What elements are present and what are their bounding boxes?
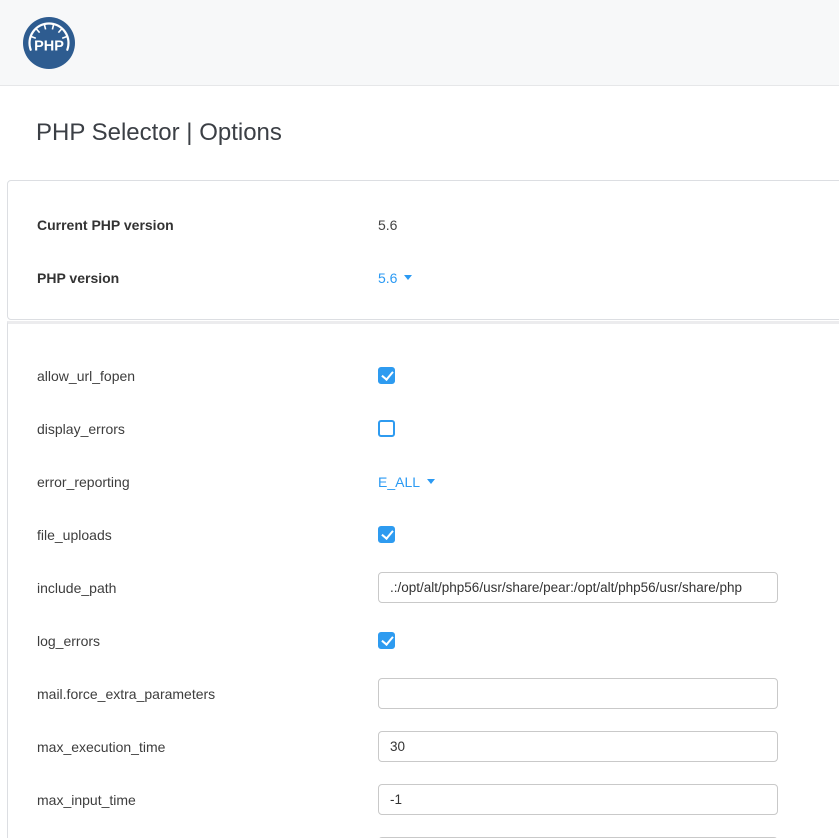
option-row-mail-force-extra-parameters bbox=[8, 667, 839, 720]
php-options-panel bbox=[7, 321, 839, 838]
file-uploads-checkbox[interactable] bbox=[378, 526, 395, 543]
option-row-partial bbox=[8, 826, 839, 838]
option-row-file-uploads bbox=[8, 508, 839, 561]
option-label: display_errors bbox=[37, 420, 125, 437]
allow-url-fopen-checkbox[interactable] bbox=[378, 367, 395, 384]
option-label: include_path bbox=[37, 579, 117, 596]
error-reporting-dropdown[interactable] bbox=[378, 474, 435, 490]
top-navbar bbox=[0, 0, 839, 86]
log-errors-checkbox[interactable] bbox=[378, 632, 395, 649]
option-row-max-execution-time bbox=[8, 720, 839, 773]
option-label: mail.force_extra_parameters bbox=[37, 685, 216, 702]
php-version-row bbox=[8, 251, 839, 304]
display-errors-checkbox[interactable] bbox=[378, 420, 395, 437]
error-reporting-selected: E_ALL bbox=[378, 473, 421, 490]
option-row-include-path bbox=[8, 561, 839, 614]
php-version-label: PHP version bbox=[37, 269, 120, 286]
page-title: PHP Selector | Options bbox=[36, 119, 282, 146]
mail-force-extra-parameters-input[interactable] bbox=[378, 678, 778, 709]
php-version-panel bbox=[7, 180, 839, 320]
option-row-allow-url-fopen bbox=[8, 349, 839, 402]
php-version-dropdown[interactable] bbox=[378, 270, 412, 286]
current-php-version-label: Current PHP version bbox=[37, 216, 174, 233]
option-row-log-errors bbox=[8, 614, 839, 667]
option-label: log_errors bbox=[37, 632, 101, 649]
svg-text:PHP: PHP bbox=[34, 38, 64, 54]
current-php-version-row bbox=[8, 198, 839, 251]
php-selector-logo-icon bbox=[23, 17, 75, 69]
caret-down-icon bbox=[427, 479, 435, 484]
option-label: error_reporting bbox=[37, 473, 130, 490]
option-label: max_input_time bbox=[37, 791, 136, 808]
max-execution-time-input[interactable] bbox=[378, 731, 778, 762]
option-label: max_execution_time bbox=[37, 738, 166, 755]
max-input-time-input[interactable] bbox=[378, 784, 778, 815]
current-php-version-value: 5.6 bbox=[378, 216, 398, 233]
option-row-display-errors bbox=[8, 402, 839, 455]
option-row-error-reporting bbox=[8, 455, 839, 508]
option-row-max-input-time bbox=[8, 773, 839, 826]
option-label: allow_url_fopen bbox=[37, 367, 136, 384]
option-label: file_uploads bbox=[37, 526, 112, 543]
include-path-input[interactable] bbox=[378, 572, 778, 603]
caret-down-icon bbox=[404, 275, 412, 280]
php-version-selected: 5.6 bbox=[378, 269, 398, 286]
